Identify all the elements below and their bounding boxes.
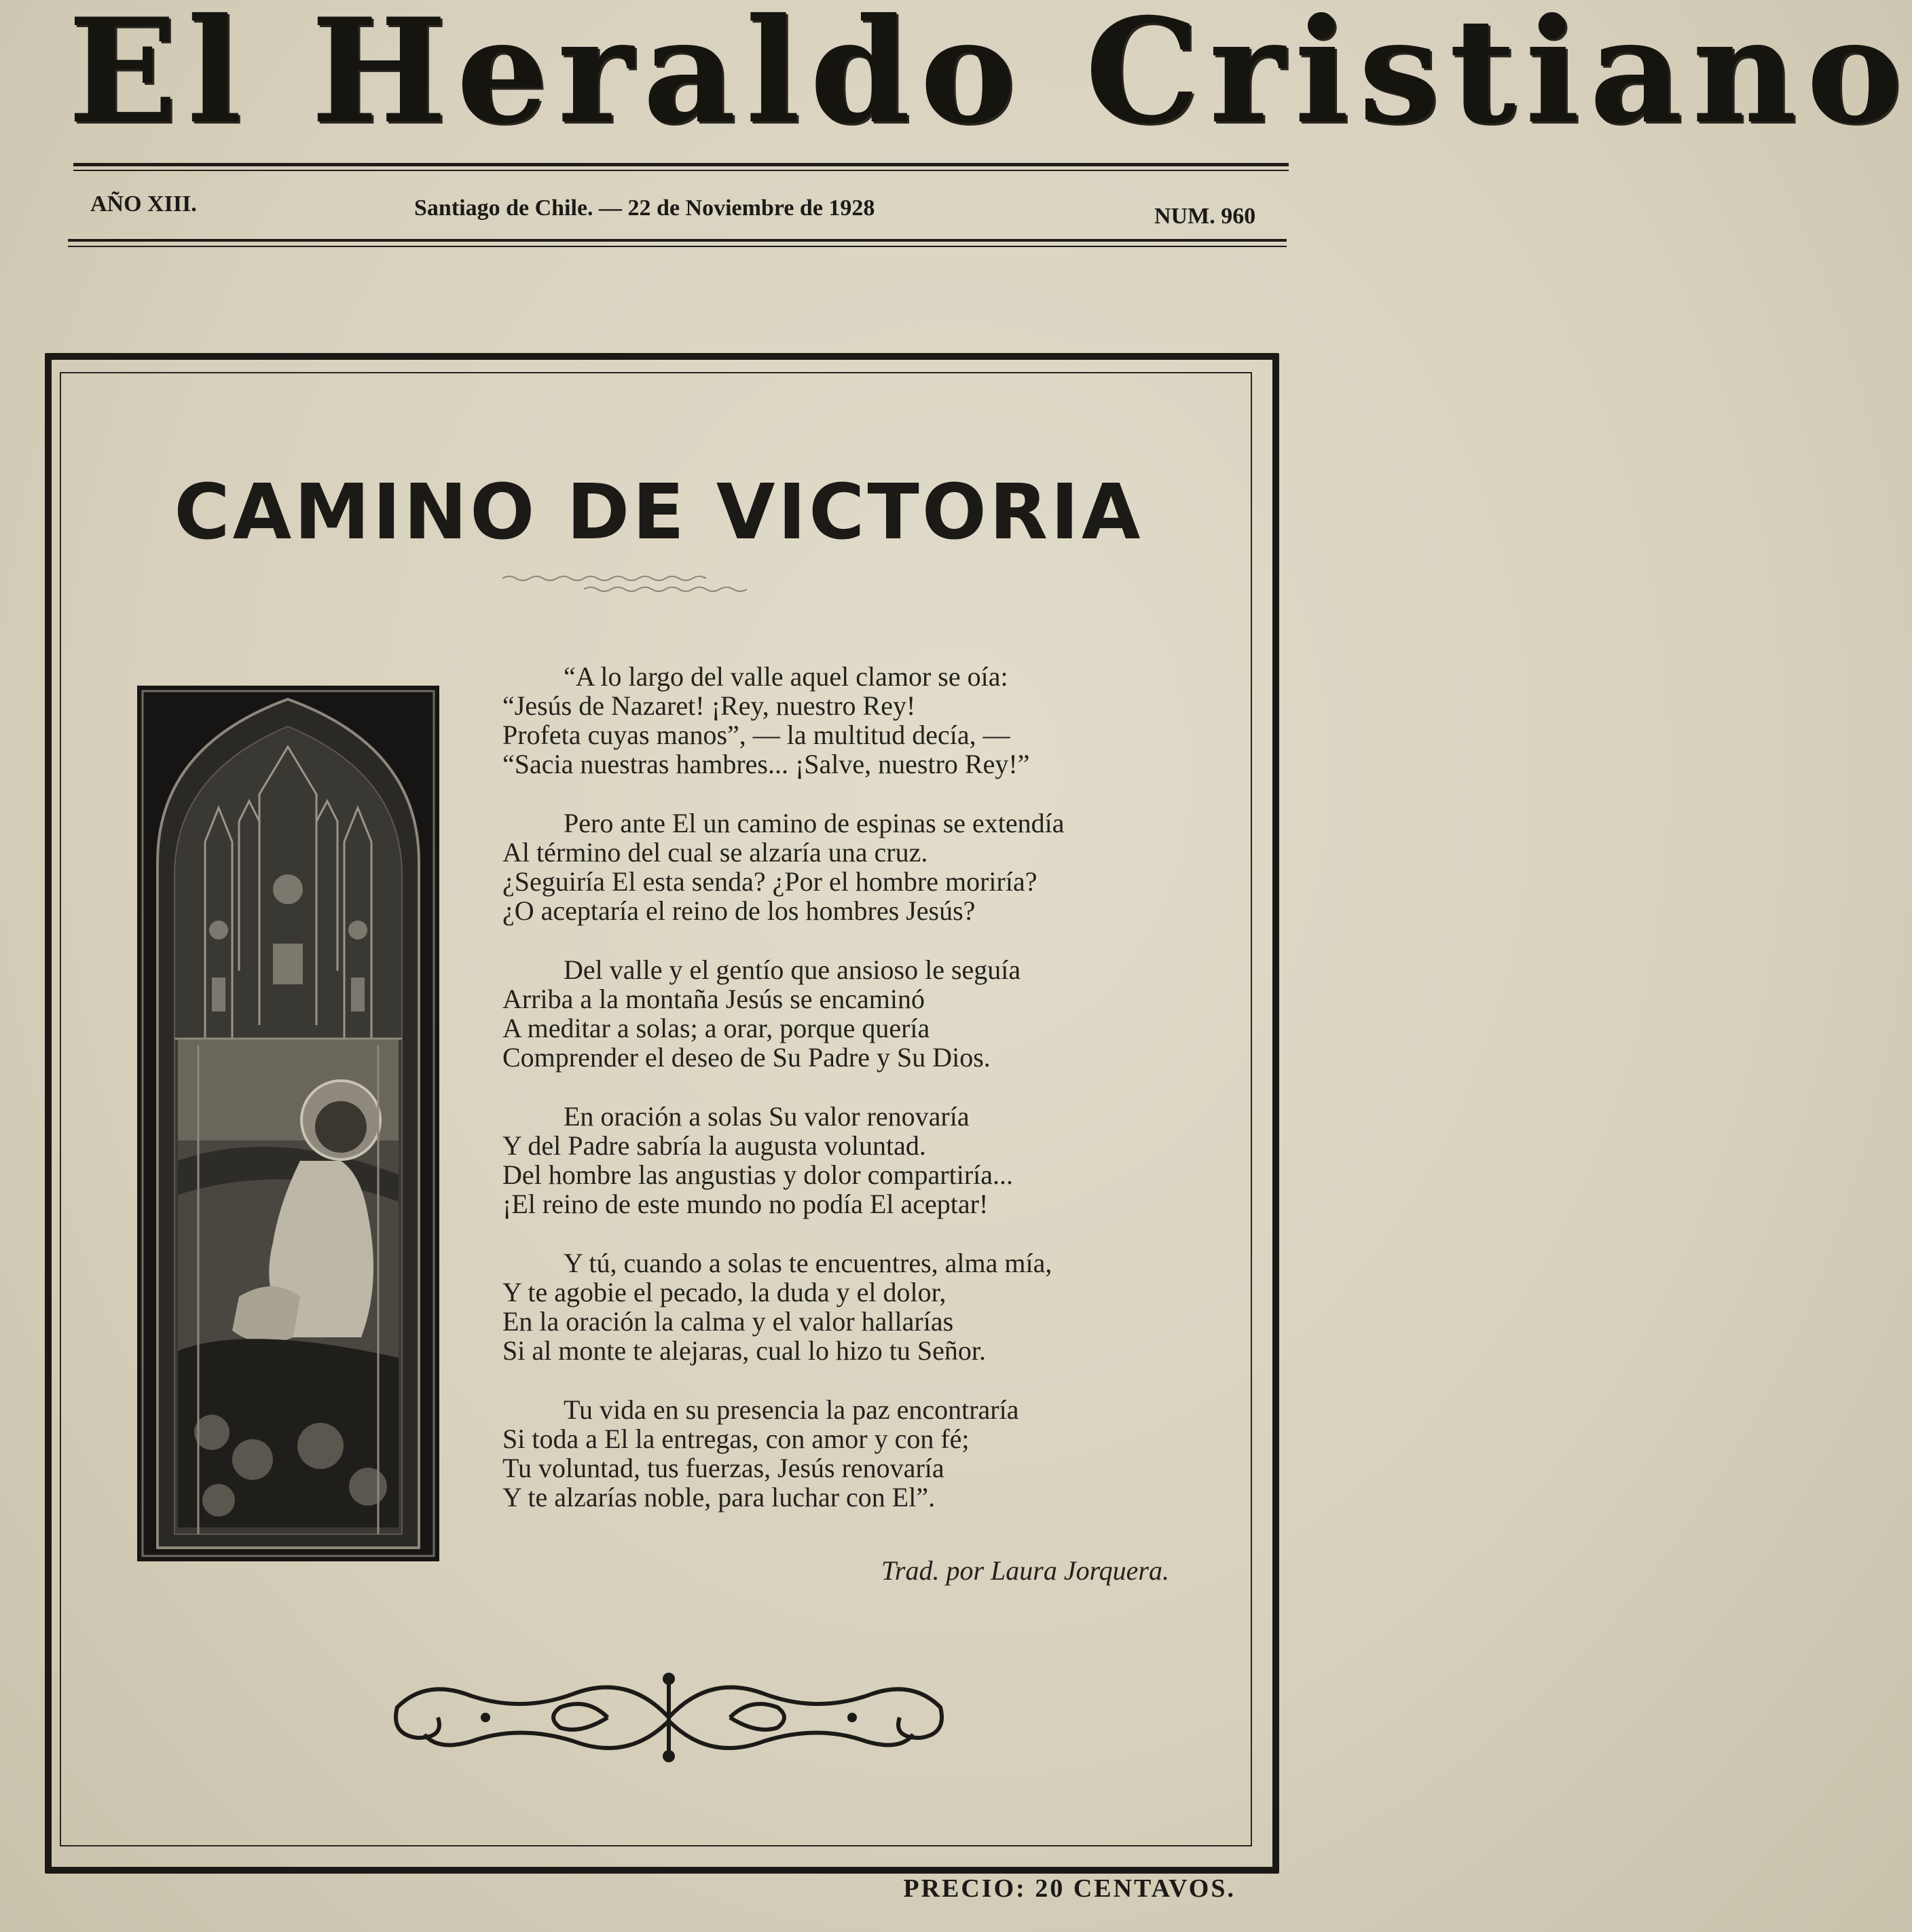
title-flourish <box>502 570 869 597</box>
issue-place-date: Santiago de Chile. — 22 de Noviembre de 1928 <box>414 196 875 221</box>
poem-line: Del valle y el gentío que ansioso le seguía <box>564 954 1021 985</box>
poem-line: Del hombre las angustias y dolor compartiría... <box>502 1159 1014 1190</box>
poem-line: ¡El reino de este mundo no podía El aceptar! <box>502 1189 989 1219</box>
poem-stanza <box>502 662 1188 779</box>
poem-line: Profeta cuyas manos”, — la multitud decía, — <box>502 720 1010 750</box>
poem-line: Tu vida en su presencia la paz encontraría <box>564 1394 1019 1425</box>
poem-line: Al término del cual se alzaría una cruz. <box>502 837 928 868</box>
poem-line: “A lo largo del valle aquel clamor se oía: <box>564 661 1008 692</box>
poem-line: Comprender el deseo de Su Padre y Su Dios. <box>502 1042 991 1073</box>
poem-line: Y del Padre sabría la augusta voluntad. <box>502 1130 926 1161</box>
stained-glass-image <box>137 686 439 1561</box>
poem-line: Y te alzarías noble, para luchar con El”. <box>502 1482 936 1512</box>
poem-stanza <box>502 1102 1188 1219</box>
poem-line: Arriba a la montaña Jesús se encaminó <box>502 984 925 1014</box>
poem-stanza <box>502 1248 1188 1365</box>
poem-line: Y te agobie el pecado, la duda y el dolor, <box>502 1277 946 1307</box>
poem-line: ¿Seguiría El esta senda? ¿Por el hombre moriría? <box>502 866 1037 897</box>
decorative-ornament <box>384 1667 954 1768</box>
header-rule-bottom <box>68 239 1287 242</box>
poem-line: Y tú, cuando a solas te encuentres, alma mía, <box>564 1248 1052 1278</box>
issue-year: AÑO XIII. <box>90 191 197 217</box>
poem-line: Tu voluntad, tus fuerzas, Jesús renovaría <box>502 1453 944 1483</box>
issue-number: NUM. 960 <box>1154 204 1256 229</box>
price-label: PRECIO: 20 CENTAVOS. <box>903 1874 1236 1903</box>
poem-line: Pero ante El un camino de espinas se extendía <box>564 808 1065 838</box>
poem-stanza <box>502 955 1188 1072</box>
poem-stanza <box>502 809 1188 925</box>
article-title: CAMINO DE VICTORIA <box>174 468 1143 557</box>
poem-line: Si toda a El la entregas, con amor y con fé; <box>502 1424 970 1454</box>
translator-credit: Trad. por Laura Jorquera. <box>881 1555 1169 1586</box>
poem <box>502 662 1188 1542</box>
poem-line: A meditar a solas; a orar, porque quería <box>502 1013 930 1043</box>
masthead-title: El Heraldo Cristiano <box>68 0 1912 155</box>
header-rule-bottom-thin <box>68 246 1287 247</box>
poem-stanza <box>502 1395 1188 1512</box>
header-rule-top <box>73 163 1289 166</box>
poem-line: “Jesús de Nazaret! ¡Rey, nuestro Rey! <box>502 690 916 721</box>
poem-line: ¿O aceptaría el reino de los hombres Jesús? <box>502 895 976 926</box>
poem-line: En oración a solas Su valor renovaría <box>564 1101 970 1132</box>
header-rule-top-thin <box>73 170 1289 171</box>
poem-line: En la oración la calma y el valor hallarías <box>502 1306 954 1337</box>
poem-line: Si al monte te alejaras, cual lo hizo tu Señor. <box>502 1335 987 1366</box>
poem-line: “Sacia nuestras hambres... ¡Salve, nuestro Rey!” <box>502 749 1030 779</box>
